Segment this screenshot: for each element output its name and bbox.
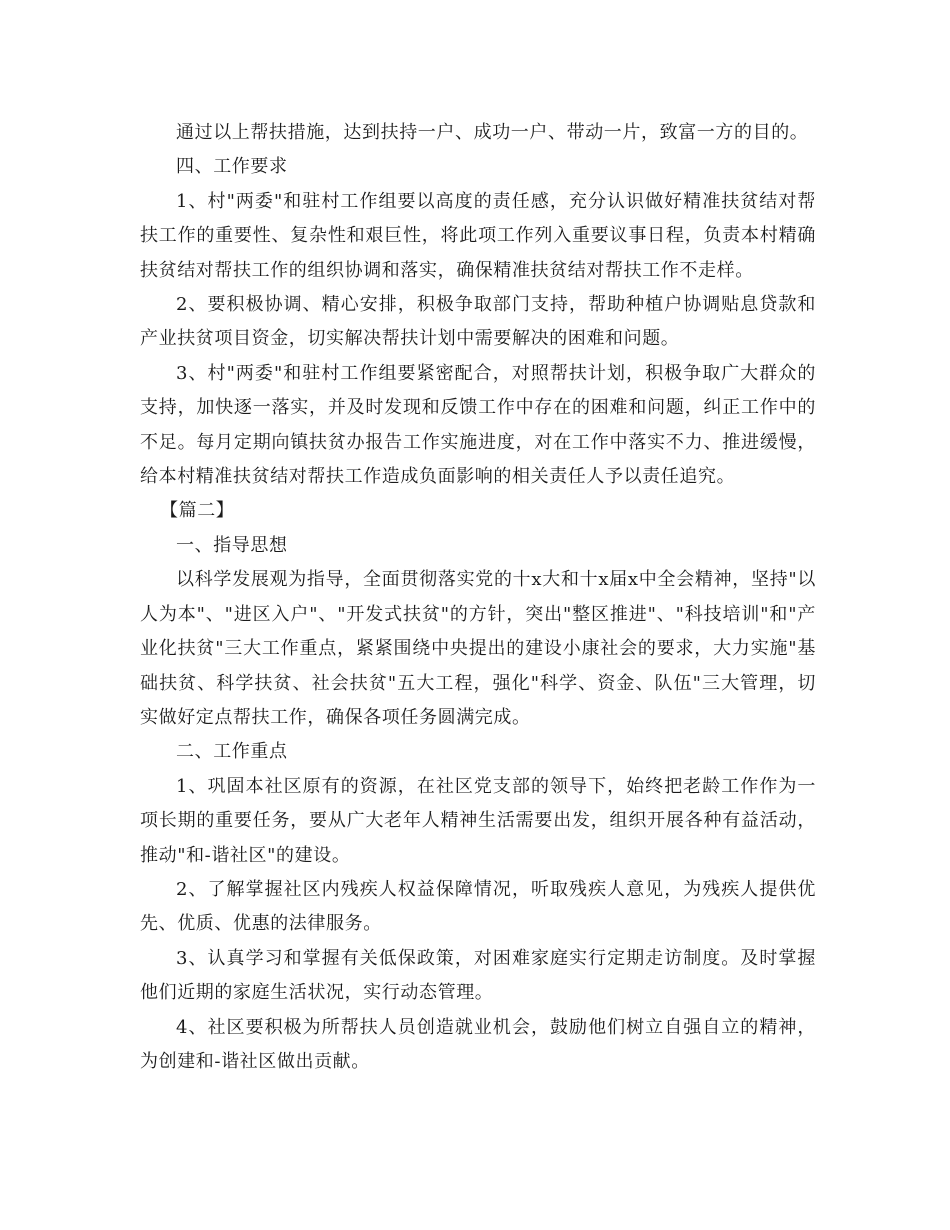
heading-work-requirements: 四、工作要求 xyxy=(176,156,288,178)
paragraph-closing-summary: 通过以上帮扶措施，达到扶持一户、成功一户、带动一片，致富一方的目的。 xyxy=(176,122,809,143)
paragraph-requirement-1: 1、村"两委"和驻村工作组要以高度的责任感，充分认识做好精准扶贫结对帮扶工作的重要性、复杂性和艰巨性，将此项工作列入重要议事日程，负责本村精确扶贫结对帮扶工作的组织协调和落实，确保精准扶贫结对帮扶工作不走样。 xyxy=(140,190,816,281)
paragraph-focus-3: 3、认真学习和掌握有关低保政策，对困难家庭实行定期走访制度。及时掌握他们近期的家庭生活状况，实行动态管理。 xyxy=(140,947,816,1004)
paragraph-guiding-ideology: 以科学发展观为指导，全面贯彻落实党的十x大和十x届x中全会精神，坚持"以人为本"、"进区入户"、"开发式扶贫"的方针，突出"整区推进"、"科技培训"和"产业化扶贫"三大工作重点，紧紧围绕中央提出的建设小康社会的要求，大力实施"基础扶贫、科学扶贫、社会扶贫"五大工程，强化"科学、资金、队伍"三大管理，切实做好定点帮扶工作，确保各项任务圆满完成。 xyxy=(140,569,816,728)
paragraph-focus-2: 2、了解掌握社区内残疾人权益保障情况，听取残疾人意见，为残疾人提供优先、优质、优惠的法律服务。 xyxy=(140,878,816,935)
paragraph-requirement-3: 3、村"两委"和驻村工作组要紧密配合，对照帮扶计划，积极争取广大群众的支持，加快逐一落实，并及时发现和反馈工作中存在的困难和问题，纠正工作中的不足。每月定期向镇扶贫办报告工作实施进度，对在工作中落实不力、推进缓慢，给本村精准扶贫结对帮扶工作造成负面影响的相关责任人予以责任追究。 xyxy=(140,362,816,488)
heading-work-focus: 二、工作重点 xyxy=(176,741,288,763)
paragraph-focus-4: 4、社区要积极为所帮扶人员创造就业机会，鼓励他们树立自强自立的精神，为创建和-谐社区做出贡献。 xyxy=(140,1016,816,1072)
section-marker-part-two: 【篇二】 xyxy=(160,500,235,522)
heading-guiding-ideology: 一、指导思想 xyxy=(176,534,288,556)
paragraph-requirement-2: 2、要积极协调、精心安排，积极争取部门支持，帮助种植户协调贴息贷款和产业扶贫项目资金，切实解决帮扶计划中需要解决的困难和问题。 xyxy=(140,294,816,350)
document-body xyxy=(140,116,816,1079)
paragraph-focus-1: 1、巩固本社区原有的资源，在社区党支部的领导下，始终把老龄工作作为一项长期的重要任务，要从广大老年人精神生活需要出发，组织开展各种有益活动，推动"和-谐社区"的建设。 xyxy=(140,775,816,866)
